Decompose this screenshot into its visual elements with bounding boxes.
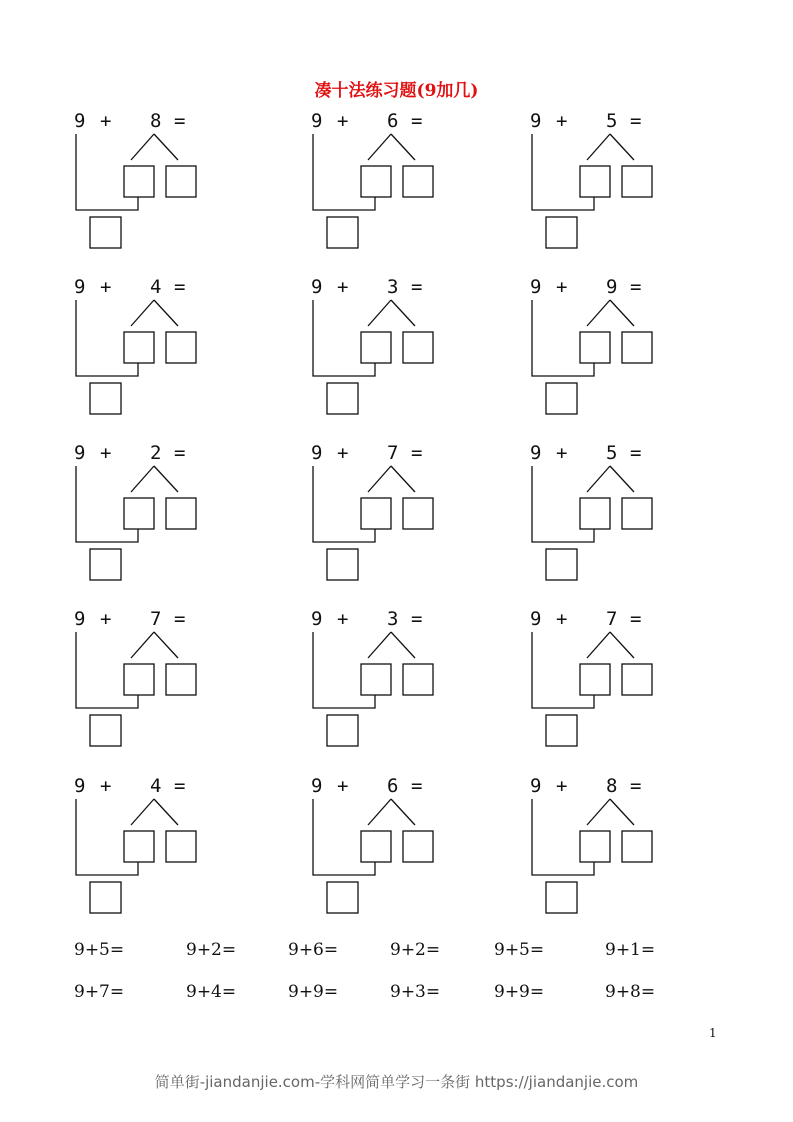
addend-b: 8 — [606, 775, 618, 797]
addend-b: 4 — [150, 276, 162, 298]
addend-b: 9 — [606, 276, 618, 298]
result-box — [327, 715, 358, 746]
result-box — [90, 217, 121, 248]
addend-b: 6 — [387, 775, 399, 797]
problem-block — [74, 110, 254, 260]
plus-sign: + — [556, 442, 568, 464]
part-box-left — [361, 664, 391, 695]
problem-block — [530, 775, 710, 925]
result-box — [327, 217, 358, 248]
split-line-right — [154, 134, 178, 160]
equals-sign: = — [411, 276, 423, 298]
combine-bracket — [313, 300, 375, 376]
part-box-right — [403, 166, 433, 197]
equals-sign: = — [630, 110, 642, 132]
part-box-left — [361, 166, 391, 197]
split-line-right — [610, 134, 634, 160]
split-line-right — [154, 300, 178, 326]
part-box-right — [166, 332, 196, 363]
problem-block — [74, 276, 254, 426]
equals-sign: = — [411, 110, 423, 132]
plus-sign: + — [337, 276, 349, 298]
equals-sign: = — [630, 775, 642, 797]
addend-a: 9 — [311, 608, 323, 630]
result-box — [546, 882, 577, 913]
combine-bracket — [532, 799, 594, 875]
problem-block — [530, 276, 710, 426]
part-box-right — [166, 498, 196, 529]
drill-item: 9+2= — [390, 940, 441, 960]
split-line-left — [368, 134, 391, 160]
split-line-left — [131, 466, 154, 492]
split-line-left — [131, 134, 154, 160]
decomposition-diagram — [530, 608, 670, 758]
addend-b: 6 — [387, 110, 399, 132]
decomposition-diagram — [311, 276, 451, 426]
drill-item: 9+9= — [494, 982, 545, 1002]
addend-b: 5 — [606, 110, 618, 132]
problem-block — [311, 110, 491, 260]
plus-sign: + — [337, 110, 349, 132]
plus-sign: + — [100, 775, 112, 797]
addend-b: 3 — [387, 608, 399, 630]
combine-bracket — [532, 134, 594, 210]
combine-bracket — [76, 466, 138, 542]
split-line-left — [587, 466, 610, 492]
problem-block — [530, 608, 710, 758]
part-box-left — [124, 498, 154, 529]
addend-a: 9 — [74, 775, 86, 797]
part-box-right — [403, 831, 433, 862]
part-box-right — [403, 498, 433, 529]
problem-block — [530, 110, 710, 260]
equals-sign: = — [174, 608, 186, 630]
combine-bracket — [532, 632, 594, 708]
plus-sign: + — [337, 442, 349, 464]
drill-item: 9+4= — [186, 982, 237, 1002]
split-line-left — [368, 632, 391, 658]
part-box-right — [622, 166, 652, 197]
combine-bracket — [532, 466, 594, 542]
combine-bracket — [313, 134, 375, 210]
split-line-right — [154, 466, 178, 492]
addend-b: 2 — [150, 442, 162, 464]
split-line-left — [587, 134, 610, 160]
combine-bracket — [76, 799, 138, 875]
decomposition-diagram — [74, 775, 214, 925]
combine-bracket — [313, 466, 375, 542]
part-box-right — [622, 831, 652, 862]
addend-a: 9 — [74, 276, 86, 298]
addend-a: 9 — [74, 110, 86, 132]
result-box — [90, 882, 121, 913]
split-line-right — [391, 799, 415, 825]
plus-sign: + — [100, 110, 112, 132]
addend-a: 9 — [530, 110, 542, 132]
split-line-left — [368, 300, 391, 326]
problem-block — [530, 442, 710, 592]
result-box — [327, 882, 358, 913]
part-box-left — [361, 498, 391, 529]
addend-a: 9 — [530, 775, 542, 797]
drill-item: 9+6= — [288, 940, 339, 960]
addend-a: 9 — [74, 442, 86, 464]
addend-b: 3 — [387, 276, 399, 298]
decomposition-diagram — [311, 775, 451, 925]
split-line-right — [610, 466, 634, 492]
split-line-left — [587, 632, 610, 658]
equals-sign: = — [411, 442, 423, 464]
plus-sign: + — [337, 608, 349, 630]
part-box-right — [622, 664, 652, 695]
addend-a: 9 — [311, 442, 323, 464]
addend-a: 9 — [311, 276, 323, 298]
addend-b: 8 — [150, 110, 162, 132]
problem-block — [74, 442, 254, 592]
decomposition-diagram — [530, 276, 670, 426]
decomposition-diagram — [74, 110, 214, 260]
addend-b: 7 — [387, 442, 399, 464]
part-box-right — [166, 831, 196, 862]
drill-item: 9+2= — [186, 940, 237, 960]
decomposition-diagram — [311, 442, 451, 592]
split-line-right — [391, 134, 415, 160]
addend-b: 7 — [150, 608, 162, 630]
result-box — [90, 549, 121, 580]
split-line-right — [391, 300, 415, 326]
part-box-right — [403, 664, 433, 695]
decomposition-diagram — [530, 775, 670, 925]
result-box — [327, 383, 358, 414]
part-box-left — [580, 166, 610, 197]
equals-sign: = — [174, 775, 186, 797]
combine-bracket — [532, 300, 594, 376]
result-box — [546, 715, 577, 746]
problem-block — [311, 608, 491, 758]
problem-block — [311, 775, 491, 925]
decomposition-diagram — [74, 276, 214, 426]
decomposition-diagram — [311, 110, 451, 260]
equals-sign: = — [411, 608, 423, 630]
plus-sign: + — [556, 608, 568, 630]
part-box-left — [124, 664, 154, 695]
equals-sign: = — [630, 276, 642, 298]
split-line-right — [610, 300, 634, 326]
plus-sign: + — [337, 775, 349, 797]
result-box — [546, 217, 577, 248]
result-box — [546, 549, 577, 580]
result-box — [90, 715, 121, 746]
drill-item: 9+7= — [74, 982, 125, 1002]
part-box-right — [166, 166, 196, 197]
equals-sign: = — [411, 775, 423, 797]
drill-item: 9+5= — [494, 940, 545, 960]
decomposition-diagram — [530, 110, 670, 260]
addend-a: 9 — [311, 775, 323, 797]
combine-bracket — [76, 134, 138, 210]
split-line-right — [154, 799, 178, 825]
split-line-left — [587, 300, 610, 326]
problem-block — [74, 608, 254, 758]
result-box — [327, 549, 358, 580]
result-box — [546, 383, 577, 414]
addend-a: 9 — [530, 608, 542, 630]
addend-b: 7 — [606, 608, 618, 630]
plus-sign: + — [100, 608, 112, 630]
addend-a: 9 — [311, 110, 323, 132]
split-line-right — [610, 632, 634, 658]
decomposition-diagram — [74, 442, 214, 592]
decomposition-diagram — [311, 608, 451, 758]
footer-watermark: 简单街-jiandanjie.com-学科网简单学习一条街 https://jiandanjie.com — [154, 1073, 639, 1091]
drill-item: 9+9= — [288, 982, 339, 1002]
drill-item: 9+3= — [390, 982, 441, 1002]
addend-b: 4 — [150, 775, 162, 797]
equals-sign: = — [630, 608, 642, 630]
part-box-right — [622, 498, 652, 529]
split-line-right — [391, 632, 415, 658]
equals-sign: = — [174, 110, 186, 132]
part-box-left — [124, 831, 154, 862]
part-box-left — [124, 332, 154, 363]
part-box-left — [580, 498, 610, 529]
plus-sign: + — [100, 276, 112, 298]
split-line-right — [610, 799, 634, 825]
part-box-left — [580, 664, 610, 695]
plus-sign: + — [556, 110, 568, 132]
split-line-right — [154, 632, 178, 658]
problem-block — [311, 276, 491, 426]
addend-a: 9 — [74, 608, 86, 630]
decomposition-diagram — [74, 608, 214, 758]
combine-bracket — [313, 632, 375, 708]
decomposition-diagram — [530, 442, 670, 592]
drill-item: 9+1= — [605, 940, 656, 960]
equals-sign: = — [174, 442, 186, 464]
split-line-left — [131, 799, 154, 825]
addend-a: 9 — [530, 276, 542, 298]
part-box-left — [361, 332, 391, 363]
part-box-left — [580, 332, 610, 363]
part-box-left — [580, 831, 610, 862]
equals-sign: = — [174, 276, 186, 298]
part-box-right — [166, 664, 196, 695]
split-line-right — [391, 466, 415, 492]
combine-bracket — [313, 799, 375, 875]
split-line-left — [587, 799, 610, 825]
split-line-left — [368, 799, 391, 825]
plus-sign: + — [556, 775, 568, 797]
equals-sign: = — [630, 442, 642, 464]
problem-block — [74, 775, 254, 925]
problem-block — [311, 442, 491, 592]
part-box-left — [361, 831, 391, 862]
page-number: 1 — [709, 1026, 717, 1040]
part-box-right — [622, 332, 652, 363]
plus-sign: + — [556, 276, 568, 298]
plus-sign: + — [100, 442, 112, 464]
drill-item: 9+8= — [605, 982, 656, 1002]
drill-item: 9+5= — [74, 940, 125, 960]
part-box-left — [124, 166, 154, 197]
combine-bracket — [76, 632, 138, 708]
addend-a: 9 — [530, 442, 542, 464]
result-box — [90, 383, 121, 414]
split-line-left — [131, 632, 154, 658]
split-line-left — [368, 466, 391, 492]
addend-b: 5 — [606, 442, 618, 464]
split-line-left — [131, 300, 154, 326]
worksheet-title: 凑十法练习题(9加几) — [314, 81, 479, 101]
combine-bracket — [76, 300, 138, 376]
part-box-right — [403, 332, 433, 363]
